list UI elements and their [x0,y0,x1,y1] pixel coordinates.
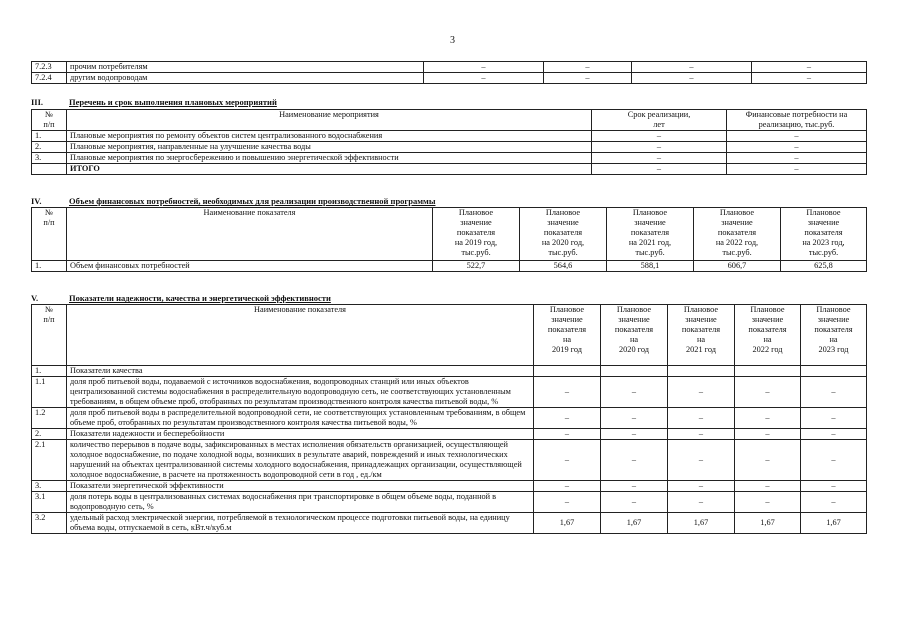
row-number: 3.1 [32,492,67,513]
row-value: – [424,62,544,73]
row-number: 3. [32,481,67,492]
row-value: – [668,481,735,492]
row-value: – [544,62,632,73]
row-value: – [534,481,601,492]
section-3-title: Перечень и срок выполнения плановых мероприятий [69,97,277,107]
row-value [668,366,735,377]
section-5-heading [31,293,331,303]
row-finance: – [727,142,867,153]
row-value: 606,7 [694,261,781,272]
row-name: Плановые мероприятия, направленные на улучшение качества воды [67,142,592,153]
table-row [32,73,867,84]
header-num: № п/п [32,110,67,131]
row-value: – [735,481,801,492]
row-value: – [801,408,867,429]
row-value: – [668,492,735,513]
continuation-table [31,61,867,84]
row-value: – [801,481,867,492]
row-name: прочим потребителям [67,62,424,73]
row-value: – [544,73,632,84]
header-num: № п/п [32,305,67,366]
header-num: № п/п [32,208,67,261]
row-name: Показатели надежности и бесперебойности [67,429,534,440]
table-row [32,261,867,272]
row-value [601,366,668,377]
row-name: Показатели энергетической эффективности [67,481,534,492]
page-number: 3 [450,35,455,46]
row-value: 625,8 [781,261,867,272]
row-number: 1.1 [32,377,67,408]
row-value: – [668,429,735,440]
section-4-table [31,207,867,272]
row-value: – [801,429,867,440]
header-year: Плановое значение показателя на 2020 год [601,305,668,366]
table-row [32,429,867,440]
row-value: – [801,492,867,513]
header-year: Плановое значение показателя на 2023 год [801,305,867,366]
header-year: Плановое значение показателя на 2022 год, тыс.руб. [694,208,781,261]
header-year: Плановое значение показателя на 2023 год, тыс.руб. [781,208,867,261]
header-year: Плановое значение показателя на 2019 год, тыс.руб. [433,208,520,261]
row-number: 1. [32,261,67,272]
row-value: – [534,408,601,429]
row-value [735,366,801,377]
header-name: Наименование показателя [67,208,433,261]
row-number: 2.1 [32,440,67,481]
row-value: – [534,440,601,481]
table-row [32,408,867,429]
row-value: – [735,408,801,429]
row-name: Объем финансовых потребностей [67,261,433,272]
section-3-table [31,109,867,175]
row-name: Плановые мероприятия по ремонту объектов систем централизованного водоснабжения [67,131,592,142]
row-number: 1. [32,366,67,377]
row-number: 7.2.3 [32,62,67,73]
row-finance: – [727,131,867,142]
row-value: 1,67 [801,513,867,534]
section-4-number: IV. [31,196,42,206]
table-row [32,513,867,534]
row-term: – [592,164,727,175]
row-finance: – [727,164,867,175]
header-year: Плановое значение показателя на 2022 год [735,305,801,366]
row-name: другим водопроводам [67,73,424,84]
row-value: – [601,481,668,492]
table-row [32,62,867,73]
row-value: – [668,440,735,481]
row-value: 1,67 [668,513,735,534]
row-value: 588,1 [607,261,694,272]
row-value: – [801,377,867,408]
row-term: – [592,131,727,142]
section-5-number: V. [31,293,39,303]
header-year: Плановое значение показателя на 2020 год, тыс.руб. [520,208,607,261]
header-finance: Финансовые потребности на реализацию, тыс.руб. [727,110,867,131]
row-value: – [534,492,601,513]
table-row [32,481,867,492]
row-value: – [735,492,801,513]
row-value: – [735,440,801,481]
row-value: 564,6 [520,261,607,272]
section-4-heading [31,196,435,206]
row-name: доля проб питьевой воды в распределительной водопроводной сети, не соответствующих установленным требованиям, в общем объеме проб, отобранных по результатам производственного контроля качества питьевой воды, % [67,408,534,429]
row-value: – [424,73,544,84]
row-value: – [601,408,668,429]
section-5-title: Показатели надежности, качества и энергетической эффективности [69,293,331,303]
row-value: – [601,492,668,513]
row-value: – [801,440,867,481]
row-value: – [601,429,668,440]
header-year: Плановое значение показателя на 2021 год, тыс.руб. [607,208,694,261]
row-number: 3.2 [32,513,67,534]
row-value: – [632,73,752,84]
row-value: – [735,429,801,440]
table-row [32,164,867,175]
row-value: – [668,377,735,408]
table-row [32,440,867,481]
row-value: 1,67 [735,513,801,534]
row-value: – [632,62,752,73]
row-number: 3. [32,153,67,164]
row-finance: – [727,153,867,164]
section-3-heading [31,97,277,107]
row-number: 1.2 [32,408,67,429]
row-value: 1,67 [534,513,601,534]
header-year: Плановое значение показателя на 2021 год [668,305,735,366]
row-name: количество перерывов в подаче воды, зафиксированных в местах исполнения обязательств организацией, осуществляющей холодное водоснабжение, по подаче холодной воды, возникших в результате аварий, повреждений и иных технологических нарушений на объектах централизованной системы холодного водоснабжения, принадлежащих организации, осуществляющей холодное водоснабжение, в расчете на протяженность водопроводной сети в год , ед./км [67,440,534,481]
table-row [32,492,867,513]
row-value: – [668,408,735,429]
row-name: Плановые мероприятия по энергосбережению и повышению энергетической эффективности [67,153,592,164]
table-row [32,366,867,377]
row-term: – [592,153,727,164]
row-name: доля проб питьевой воды, подаваемой с источников водоснабжения, водопроводных станций или иных объектов централизованной системы водоснабжения в распределительную водопроводную сеть, не соответствующих установленным требованиям, в общем объеме проб, отобранных по результатам производственного контроля качества питьевой воды, % [67,377,534,408]
header-term: Срок реализации, лет [592,110,727,131]
row-name: ИТОГО [67,164,592,175]
row-value: – [752,62,867,73]
row-number: 2. [32,429,67,440]
section-5-table [31,304,867,534]
row-value: 522,7 [433,261,520,272]
section-4-title: Объем финансовых потребностей, необходимых для реализации производственной программы [69,196,436,206]
row-value: – [534,377,601,408]
table-row [32,377,867,408]
row-name: удельный расход электрической энергии, потребляемой в технологическом процессе подготовки питьевой воды, на единицу объема воды, отпускаемой в сеть, кВт.ч/куб.м [67,513,534,534]
row-value: – [752,73,867,84]
row-number: 2. [32,142,67,153]
header-name: Наименование мероприятия [67,110,592,131]
row-value [534,366,601,377]
row-value: – [534,429,601,440]
row-value [801,366,867,377]
row-value: – [601,440,668,481]
header-name: Наименование показателя [67,305,534,366]
row-number: 7.2.4 [32,73,67,84]
section-3-number: III. [31,97,44,107]
row-value: – [735,377,801,408]
row-value: 1,67 [601,513,668,534]
row-name: доля потерь воды в централизованных системах водоснабжения при транспортировке в общем объеме воды, поданной в водопроводную сеть, % [67,492,534,513]
row-name: Показатели качества [67,366,534,377]
row-number [32,164,67,175]
row-number: 1. [32,131,67,142]
header-year: Плановое значение показателя на 2019 год [534,305,601,366]
table-row [32,131,867,142]
table-row [32,142,867,153]
table-row [32,153,867,164]
row-term: – [592,142,727,153]
row-value: – [601,377,668,408]
